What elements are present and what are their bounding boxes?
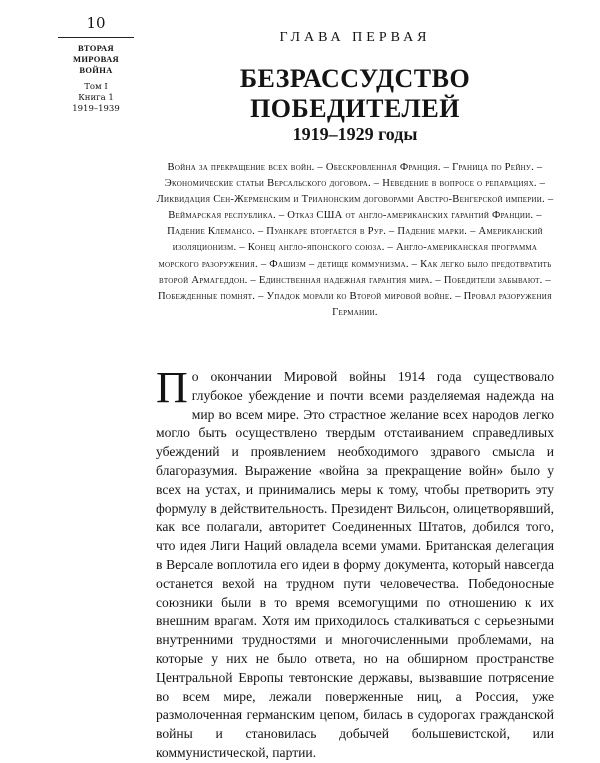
sidebar-years: 1919–1939 bbox=[72, 104, 120, 114]
body-paragraph bbox=[156, 363, 554, 763]
volume-label: Том I bbox=[84, 82, 108, 92]
book-title bbox=[56, 43, 136, 76]
book-label: Книга 1 bbox=[78, 93, 114, 103]
chapter-subtitle: 1919–1929 годы bbox=[292, 124, 418, 144]
body-text: о окончании Мировой войны 1914 года существовало глубокое убеждение и почти всеми разделяемая надежда на мир во всем мире. Это страстное желание всех народов легко могло быть осуществлено твердым отстаиванием справедливых убеждений и проявлением необходимого здравого смысла и благоразумия. Выражение «война за прекращение войн» было у всех на устах, и принимались меры к тому, чтобы претворить эту формулу в действительность. Президент Вильсон, олицетворявший, как все полагали, авторитет Соединенных Штатов, добился того, что идея Лиги Наций овладела всеми умами. Британская делегация в Версале воплотила его идеи в форму документа, который навсегда останется вехой на трудном пути человечества. Победоносные союзники были в то время всемогущими по отношению к их внешним врагам. Хотя им приходилось сталкиваться с серьезными внутренними трудностями и многочисленными проблемами, на которые у них не было ответа, но на обширном пространстве Центральной Европы тевтонские державы, вызвавшие потрясение во всем мире, лежали поверженные ниц, а Россия, уже размолоченная германским цепом, билась в судорогах гражданской войны и становилась добычей большевистской, или коммунистической, партии. bbox=[156, 369, 554, 760]
chapter-label: ГЛАВА ПЕРВАЯ bbox=[279, 30, 431, 45]
page-number: 10 bbox=[86, 14, 106, 32]
book-title-line: МИРОВАЯ bbox=[73, 54, 119, 64]
running-header-sidebar bbox=[56, 14, 136, 115]
chapter-title-line: БЕЗРАССУДСТВО bbox=[239, 64, 471, 93]
drop-cap: П bbox=[156, 363, 188, 412]
volume-info bbox=[56, 82, 136, 104]
chapter-title bbox=[160, 64, 550, 124]
sidebar-divider bbox=[58, 37, 134, 38]
chapter-title-line: ПОБЕДИТЕЛЕЙ bbox=[250, 94, 460, 123]
book-title-line: ВОЙНА bbox=[79, 65, 113, 75]
book-title-line: ВТОРАЯ bbox=[78, 43, 114, 53]
chapter-abstract: Война за прекращение всех войн. – Обескровленная Франция. – Граница по Рейну. – Экономические статьи Версальского договора. – Неведение в вопросе о репарациях. – Ликвидация Сен-Жерменским и Трианонским договорами Австро-Венгерской империи. – Веймарская республика. – Отказ США от англо-американских гарантий Франции. – Падение Клемансо. – Пуанкаре вторгается в Рур. – Падение марки. – Американский изоляционизм. – Конец англо-японского союза. – Англо-американская программа морского разоружения. – Фашизм – детище коммунизма. – Как легко было предотвратить второй Армагеддон. – Единственная надежная гарантия мира. – Победители забывают. – Побежденные помнят. – Упадок морали ко Второй мировой войне. – Провал разоружения Германии. bbox=[156, 162, 554, 318]
